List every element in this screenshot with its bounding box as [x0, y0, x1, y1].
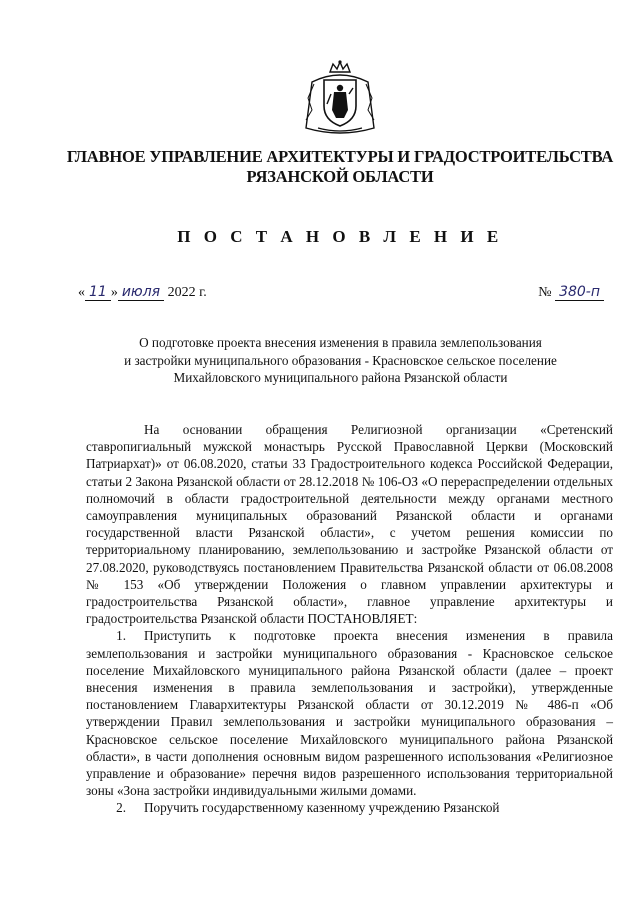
date-day: 11	[85, 284, 111, 301]
ryazan-coat-of-arms-icon	[300, 58, 380, 138]
number-value: 380-п	[555, 284, 604, 301]
document-subject	[88, 334, 593, 387]
subject-line3: Михайловского муниципального района Рязанской области	[173, 370, 508, 385]
item-text-2: Поручить государственному казенному учреждению Рязанской	[144, 800, 500, 816]
date-open-quote: «	[78, 285, 85, 300]
list-item-2	[86, 799, 613, 816]
organization-title-line2: РЯЗАНСКОЙ ОБЛАСТИ	[246, 167, 434, 186]
intro-paragraph: На основании обращения Религиозной организации «Сретенский ставропигиальный мужской монастырь Русской Православной Церкви (Московский Патриархат)» от 06.08.2020, статьи 33 Градостроительного кодекса Российской Федерации, статьи 2 Закона Рязанской области от 28.12.2018 № 106-ОЗ «О перераспределении отдельных полномочий в области градостроительной деятельности между органами местного самоуправления муниципальных образований Рязанской области и органами государственной власти Рязанской области», с учетом решения комиссии по территориальному планированию, землепользованию и застройке Рязанской области от 27.08.2020, руководствуясь постановлением Правительства Рязанской области от 06.08.2008 № 153 «Об утверждении Положения о главном управлении архитектуры и градостроительства Рязанской области», главное управление архитектуры и градостроительства Рязанской области ПОСТАНОВЛЯЕТ:	[86, 422, 613, 627]
organization-title	[60, 147, 620, 187]
subject-line2: и застройки муниципального образования - Красновское сельское поселение	[124, 352, 557, 368]
document-body	[86, 421, 613, 817]
item-number-1: 1.	[116, 628, 126, 644]
document-type: П О С Т А Н О В Л Е Н И Е	[177, 227, 503, 246]
number-prefix: №	[538, 285, 552, 300]
organization-title-line1: ГЛАВНОЕ УПРАВЛЕНИЕ АРХИТЕКТУРЫ И ГРАДОСТРОИТЕЛЬСТВА	[66, 147, 614, 166]
date-close-quote: »	[110, 285, 118, 300]
date-year: 2022 г.	[167, 285, 207, 300]
list-item-1	[86, 627, 613, 799]
item-number-2: 2.	[116, 800, 126, 816]
document-number	[538, 284, 604, 301]
document-date	[78, 284, 207, 301]
subject-line1: О подготовке проекта внесения изменения в правила землепользования	[139, 335, 542, 350]
item-text-1: Приступить к подготовке проекта внесения изменения в правила землепользования и застройки муниципального образования - Красновское сельское поселение Михайловского муниципального района Рязанской области (далее – проект внесения изменения в правила землепользования и застройки), утвержденные постановлением Главархитектуры Рязанской области от 30.12.2019 № 486-п «Об утверждении Правил землепользования и застройки муниципального образования – Красновское сельское поселение Михайловского муниципального района Рязанской области», в части дополнения основным видом разрешенного использования «Религиозное управление и образование» перечня видов разрешенного использования территориальной зоны «Зона застройки индивидуальными жилыми домами.	[86, 628, 613, 799]
date-month: июля	[118, 284, 164, 301]
